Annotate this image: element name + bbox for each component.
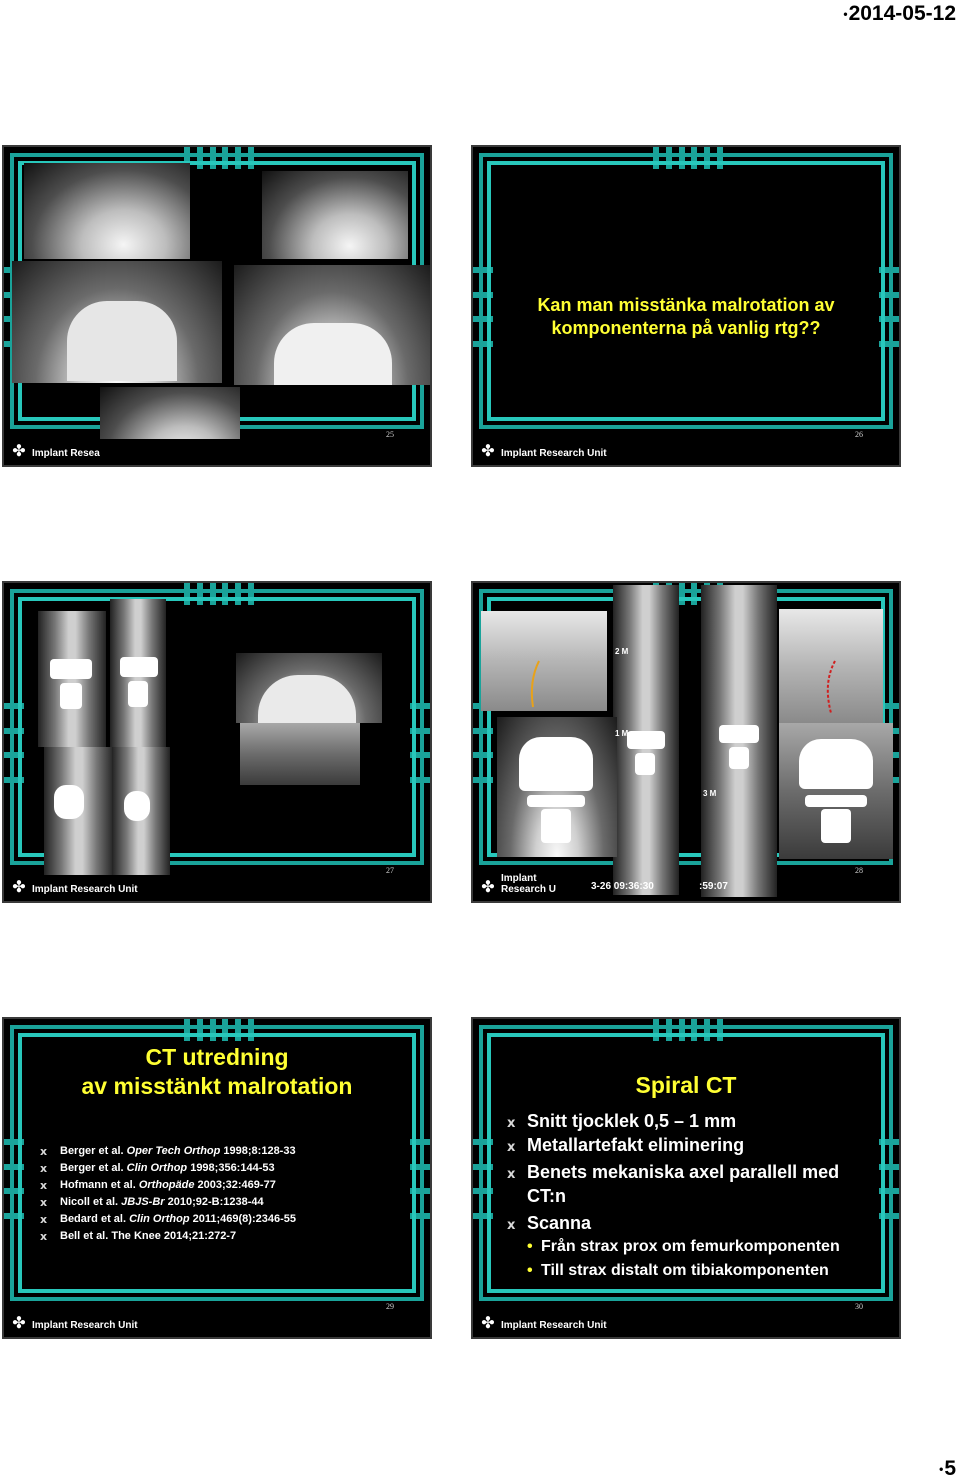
xray-image-leg-1 (38, 611, 106, 747)
xray-image-femur-right (779, 609, 883, 723)
overlay-timestamp: 3-26 09:36:30 (591, 881, 654, 892)
slide-title: CT utredning av misstänkt malrotation (81, 1044, 353, 1099)
reference-list (40, 1143, 296, 1245)
page-date: •2014-05-12 (843, 2, 956, 25)
list-item: x Hofmann et al. Orthopäde 2003;32:469-77 (40, 1179, 276, 1192)
footer-label: Implant Research Unit (501, 448, 607, 459)
x-mark-icon: x (40, 1145, 48, 1158)
list-item: x Benets mekaniska axel parallell med CT:n (507, 1162, 840, 1206)
x-mark-icon: x (507, 1140, 516, 1155)
slide-number: 25 (386, 430, 394, 439)
list-item: x Nicoll et al. JBJS-Br 2010;92-B:1238-44 (40, 1196, 264, 1209)
page-number: •5 (939, 1457, 956, 1480)
bullet-dot-icon: • (527, 1238, 533, 1255)
xray-image-longleg-2 (701, 585, 777, 897)
footer-label: Implant Research Unit (32, 1320, 138, 1331)
slide-27 (2, 581, 432, 903)
slide-number: 29 (386, 1302, 394, 1311)
implant-unit-logo-icon: ✤ (12, 879, 26, 896)
x-mark-icon: x (40, 1162, 48, 1175)
list-item: x Snitt tjocklek 0,5 – 1 mm (507, 1109, 877, 1133)
slide-30 (471, 1017, 901, 1339)
slide-number: 28 (855, 866, 863, 875)
footer-label: Implant Research U (501, 873, 557, 895)
bullet-list (507, 1109, 877, 1283)
implant-unit-logo-icon: ✤ (481, 1315, 495, 1332)
footer-label: Implant Research Unit (501, 1320, 607, 1331)
slide-number: 26 (855, 430, 863, 439)
xray-image-knee-ap-2 (779, 723, 893, 859)
x-mark-icon: x (507, 1167, 516, 1182)
slide-25 (2, 145, 432, 467)
list-item: x Scanna • Från strax prox om femurkomponenten • Till strax distalt om tibiakomponenten (507, 1208, 877, 1283)
marker-label: 2 M (615, 647, 629, 656)
list-item: x Berger et al. Oper Tech Orthop 1998;8:128-33 (40, 1145, 296, 1158)
slide-28 (471, 581, 901, 903)
implant-unit-logo-icon: ✤ (481, 443, 495, 460)
slide-29 (2, 1017, 432, 1339)
xray-image-skyline-2 (240, 723, 360, 785)
slide-number: 27 (386, 866, 394, 875)
xray-image-knee-2 (262, 171, 408, 259)
implant-unit-logo-icon: ✤ (12, 1315, 26, 1332)
list-item: x Bell et al. The Knee 2014;21:272-7 (40, 1230, 237, 1243)
list-item: • Till strax distalt om tibiakomponenten (527, 1259, 877, 1283)
xray-image-leg-2 (110, 599, 166, 747)
xray-image-skyline-1 (236, 653, 382, 723)
sub-bullet-list (527, 1235, 877, 1283)
xray-image-knee-4 (234, 265, 430, 385)
x-mark-icon: x (40, 1179, 48, 1192)
footer-label: Implant Resea (32, 448, 100, 459)
slide-26 (471, 145, 901, 467)
implant-unit-logo-icon: ✤ (12, 443, 26, 460)
x-mark-icon: x (40, 1196, 48, 1209)
x-mark-icon: x (507, 1218, 516, 1233)
marker-label: 3 M (703, 789, 717, 798)
xray-image-femur-left (481, 611, 607, 711)
marker-label: 1 M (615, 729, 629, 738)
xray-image-knee-3 (12, 261, 222, 383)
overlay-timestamp: :59:07 (699, 881, 728, 892)
xray-image-knee-1 (24, 163, 190, 259)
xray-image-leg-3 (44, 747, 114, 879)
list-item: x Metallartefakt eliminering (507, 1133, 877, 1157)
footer-label: Implant Research Unit (32, 884, 138, 895)
x-mark-icon: x (507, 1116, 516, 1131)
bullet-dot-icon: • (527, 1262, 533, 1279)
list-item: x Berger et al. Clin Orthop 1998;356:144-53 (40, 1162, 275, 1175)
xray-image-knee-ap-1 (497, 717, 617, 857)
xray-image-leg-4 (112, 747, 170, 879)
x-mark-icon: x (40, 1230, 48, 1243)
list-item: • Från strax prox om femurkomponenten (527, 1235, 877, 1259)
implant-unit-logo-icon: ✤ (481, 879, 495, 896)
fracture-line-icon (779, 609, 883, 723)
slide-title: Spiral CT (635, 1072, 737, 1098)
x-mark-icon: x (40, 1213, 48, 1226)
fracture-line-icon (481, 611, 607, 711)
xray-image-longleg-1 (613, 585, 679, 895)
slide-number: 30 (855, 1302, 863, 1311)
slide-title: Kan man misstänka malrotation av komponenterna på vanlig rtg?? (537, 295, 835, 338)
list-item: x Bedard et al. Clin Orthop 2011;469(8):2346-55 (40, 1213, 296, 1226)
